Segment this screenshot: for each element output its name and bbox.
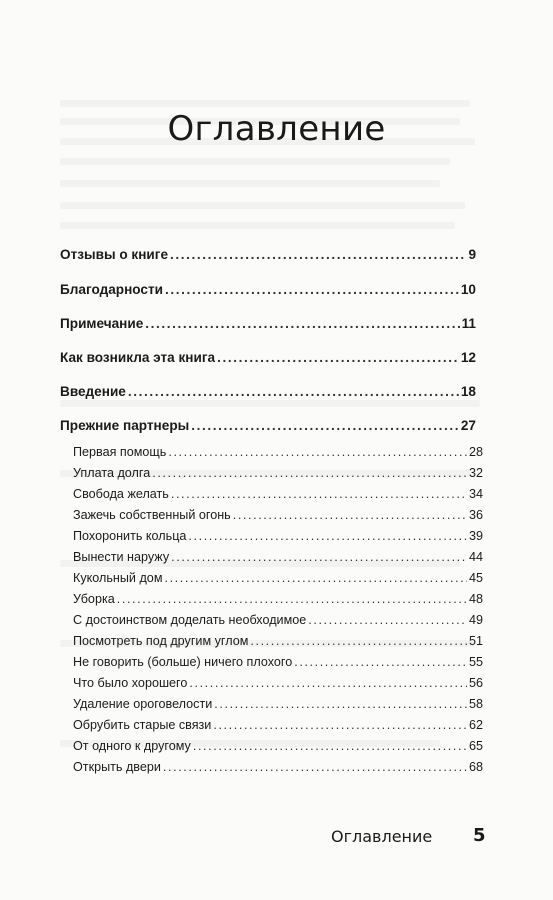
toc-subentry-page: 32 — [468, 466, 483, 480]
toc-subentry-page: 58 — [468, 697, 483, 711]
dot-leader — [152, 466, 467, 480]
toc-subentry-page: 62 — [468, 718, 483, 732]
toc-subentry[interactable] — [73, 508, 483, 522]
toc-subentry-title: Обрубить старые связи — [73, 718, 212, 732]
toc-subentry[interactable] — [73, 760, 483, 774]
toc-subentry-page: 44 — [468, 550, 483, 564]
dot-leader — [170, 247, 466, 262]
toc-subentry[interactable] — [73, 487, 483, 501]
dot-leader — [193, 739, 467, 753]
dot-leader — [171, 550, 467, 564]
toc-entry-title: Как возникла эта книга — [60, 350, 216, 365]
toc-subentry-title: Уплата долга — [73, 466, 151, 480]
toc-entry-page: 27 — [460, 418, 476, 433]
toc-entry-title: Отзывы о книге — [60, 247, 169, 262]
toc-subentry[interactable] — [73, 445, 483, 459]
toc-subentry-page: 28 — [468, 445, 483, 459]
toc-subentry-page: 48 — [468, 592, 483, 606]
toc-subentry-title: От одного к другому — [73, 739, 191, 753]
toc-entry-page: 12 — [460, 350, 476, 365]
toc-subentry-page: 55 — [468, 655, 483, 669]
dot-leader — [233, 508, 467, 522]
toc-subentry[interactable] — [73, 466, 483, 480]
toc-subentry-title: Свобода желать — [73, 487, 169, 501]
dot-leader — [213, 718, 467, 732]
dot-leader — [163, 760, 467, 774]
toc-subentry-title: Открыть двери — [73, 760, 161, 774]
toc-subentry[interactable] — [73, 655, 483, 669]
toc-entry[interactable] — [60, 384, 476, 399]
toc-subentry-title: Удаление ороговелости — [73, 697, 213, 711]
toc-entry-page: 9 — [468, 247, 476, 262]
toc-entry-title: Прежние партнеры — [60, 418, 190, 433]
toc-entry[interactable] — [60, 316, 476, 331]
toc-subentry-title: Кукольный дом — [73, 571, 163, 585]
dot-leader — [171, 487, 467, 501]
toc-subentry-title: Не говорить (больше) ничего плохого — [73, 655, 293, 669]
dot-leader — [168, 445, 467, 459]
toc-entry-title: Введение — [60, 384, 126, 399]
toc-subentry-page: 49 — [468, 613, 483, 627]
dot-leader — [164, 571, 467, 585]
toc-subentry-page: 39 — [468, 529, 483, 543]
dot-leader — [165, 282, 459, 297]
toc-subentry[interactable] — [73, 592, 483, 606]
toc-subentry-page: 56 — [468, 676, 483, 690]
toc-subentry-title: С достоинством доделать необходимое — [73, 613, 307, 627]
toc-subentry[interactable] — [73, 529, 483, 543]
page-number: 5 — [473, 825, 486, 846]
toc-entry[interactable] — [60, 282, 476, 297]
toc-entry-page: 18 — [460, 384, 476, 399]
dot-leader — [250, 634, 467, 648]
dot-leader — [294, 655, 467, 669]
dot-leader — [128, 384, 459, 399]
toc-subentry-page: 65 — [468, 739, 483, 753]
toc-subentry[interactable] — [73, 718, 483, 732]
toc-entry-page: 10 — [460, 282, 476, 297]
toc-subentry-page: 34 — [468, 487, 483, 501]
dot-leader — [145, 316, 459, 331]
page-title: Оглавление — [167, 108, 386, 149]
dot-leader — [191, 418, 459, 433]
toc-entry-page: 11 — [461, 316, 476, 331]
toc-entry[interactable] — [60, 350, 476, 365]
dot-leader — [189, 676, 467, 690]
toc-subentry-title: Посмотреть под другим углом — [73, 634, 249, 648]
toc-entry-title: Благодарности — [60, 282, 163, 297]
toc-subentry[interactable] — [73, 697, 483, 711]
dot-leader — [308, 613, 467, 627]
toc-subentry-page: 45 — [468, 571, 483, 585]
toc-subentry[interactable] — [73, 739, 483, 753]
dot-leader — [117, 592, 467, 606]
dot-leader — [188, 529, 467, 543]
toc-subentry-page: 68 — [468, 760, 483, 774]
toc-subentry[interactable] — [73, 634, 483, 648]
toc-subentry-title: Вынести наружу — [73, 550, 170, 564]
dot-leader — [214, 697, 467, 711]
toc-subentry-title: Уборка — [73, 592, 115, 606]
toc-subentry[interactable] — [73, 613, 483, 627]
toc-subentry-title: Похоронить кольца — [73, 529, 187, 543]
toc-entry-title: Примечание — [60, 316, 144, 331]
toc-subentry-page: 36 — [468, 508, 483, 522]
toc-subentry-page: 51 — [468, 634, 483, 648]
toc-subentry-title: Первая помощь — [73, 445, 167, 459]
toc-entry[interactable] — [60, 418, 476, 433]
toc-subentry-title: Зажечь собственный огонь — [73, 508, 231, 522]
toc-subentry-title: Что было хорошего — [73, 676, 188, 690]
toc-entry[interactable] — [60, 247, 476, 262]
toc-subentry[interactable] — [73, 550, 483, 564]
toc-subentry[interactable] — [73, 676, 483, 690]
toc-subentry[interactable] — [73, 571, 483, 585]
running-footer-title: Оглавление — [331, 827, 433, 846]
dot-leader — [217, 350, 459, 365]
